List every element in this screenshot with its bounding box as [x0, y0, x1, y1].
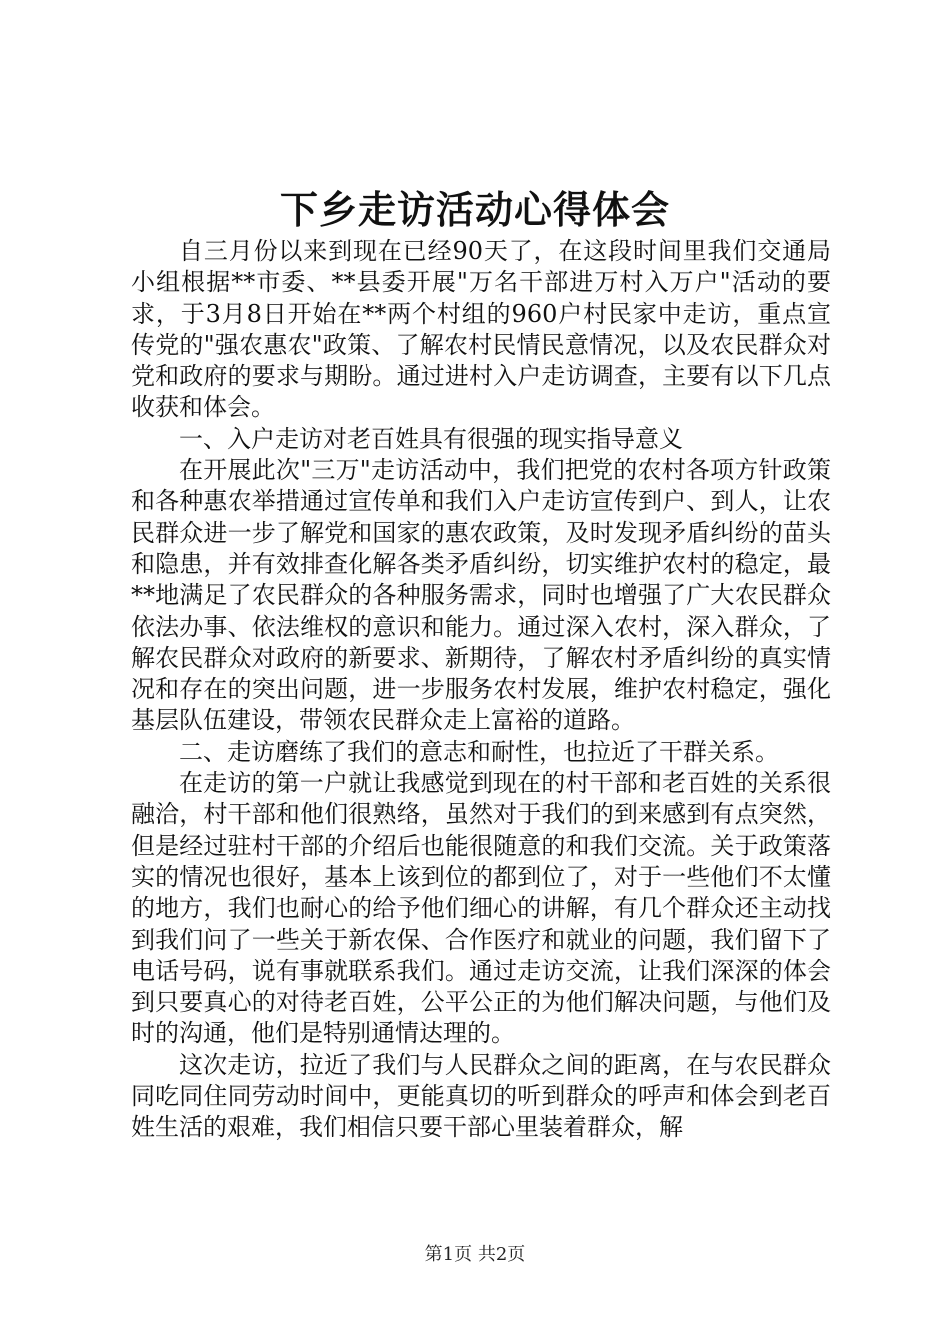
paragraph-closing: 这次走访，拉近了我们与人民群众之间的距离，在与农民群众同吃同住同劳动时间中，更能真切的听到群众的呼声和体会到老百姓生活的艰难，我们相信只要干部心里装着群众，解: [131, 1050, 831, 1142]
section-heading-1: 一、入户走访对老百姓具有很强的现实指导意义: [179, 424, 683, 453]
paragraph-intro: 自三月份以来到现在已经90天了，在这段时间里我们交通局小组根据**市委、**县委开展"万名干部进万村入万户"活动的要求，于3月8日开始在**两个村组的960户村民家中走访，重点宣传党的"强农惠农"政策、了解农村民情民意情况，以及农民群众对党和政府的要求与期盼。通过进村入户走访调查，主要有以下几点收获和体会。: [131, 237, 831, 422]
paragraph-section-1: 在开展此次"三万"走访活动中，我们把党的农村各项方针政策和各种惠农举措通过宣传单和我们入户走访宣传到户、到人，让农民群众进一步了解党和国家的惠农政策，及时发现矛盾纠纷的苗头和隐患，并有效排查化解各类矛盾纠纷，切实维护农村的稳定，最**地满足了农民群众的各种服务需求，同时也增强了广大农民群众依法办事、依法维权的意识和能力。通过深入农村，深入群众，了解农民群众对政府的新要求、新期待，了解农村矛盾纠纷的真实情况和存在的突出问题，进一步服务农村发展，维护农村稳定，强化基层队伍建设，带领农民群众走上富裕的道路。: [131, 456, 831, 735]
section-heading-2: 二、走访磨练了我们的意志和耐性，也拉近了干群关系。: [179, 737, 779, 766]
paragraph-section-2: 在走访的第一户就让我感觉到现在的村干部和老百姓的关系很融洽，村干部和他们很熟络，虽然对于我们的到来感到有点突然，但是经过驻村干部的介绍后也能很随意的和我们交流。关于政策落实的情况也很好，基本上该到位的都到位了，对于一些他们不太懂的地方，我们也耐心的给予他们细心的讲解，有几个群众还主动找到我们问了一些关于新农保、合作医疗和就业的问题，我们留下了电话号码，说有事就联系我们。通过走访交流，让我们深深的体会到只要真心的对待老百姓，公平公正的为他们解决问题，与他们及时的沟通，他们是特别通情达理的。: [131, 769, 831, 1048]
page-number-footer: 第1页 共2页: [424, 1244, 526, 1265]
document-body: [131, 236, 831, 1144]
page-title: 下乡走访活动心得体会: [279, 187, 670, 232]
